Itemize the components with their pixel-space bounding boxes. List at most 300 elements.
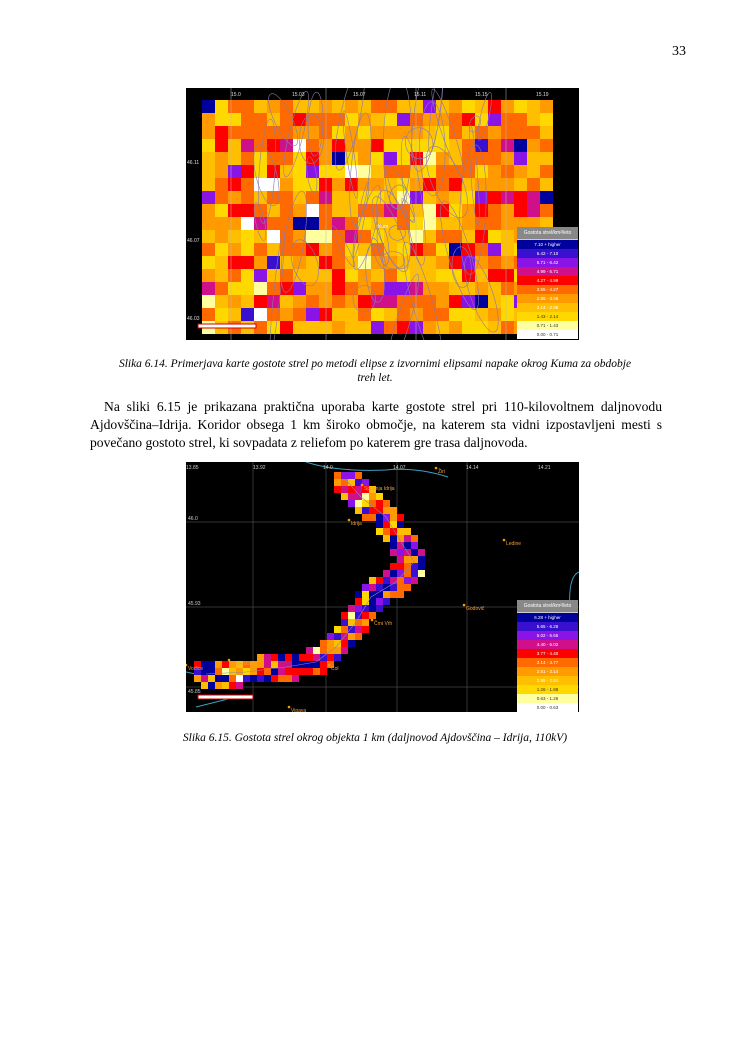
figure-caption: Slika 6.15. Gostota strel okrog objekta 1 km (daljnovod Ajdovščina – Idrija, 110kV) bbox=[182, 732, 568, 744]
density-cell bbox=[348, 479, 355, 486]
place-marker bbox=[435, 467, 438, 470]
density-cell bbox=[319, 126, 332, 139]
density-cell bbox=[527, 113, 540, 126]
density-cell bbox=[345, 282, 358, 295]
density-cell bbox=[501, 269, 514, 282]
density-cell bbox=[319, 204, 332, 217]
density-cell bbox=[488, 191, 501, 204]
density-cell bbox=[501, 256, 514, 269]
density-cell bbox=[228, 217, 241, 230]
density-cell bbox=[320, 647, 327, 654]
lon-tick-label: 14.14 bbox=[466, 465, 479, 471]
density-cell bbox=[436, 100, 449, 113]
density-cell bbox=[355, 472, 362, 479]
density-cell bbox=[228, 282, 241, 295]
density-cell bbox=[202, 113, 215, 126]
density-cell bbox=[208, 675, 215, 682]
density-cell bbox=[397, 165, 410, 178]
density-cell bbox=[345, 204, 358, 217]
density-cell bbox=[449, 295, 462, 308]
density-cell bbox=[254, 204, 267, 217]
density-cell bbox=[397, 100, 410, 113]
legend-entry: 1.88 - 2.51 bbox=[517, 676, 578, 685]
density-cell bbox=[319, 230, 332, 243]
density-cell bbox=[202, 282, 215, 295]
density-cell bbox=[436, 256, 449, 269]
place-label: Godovič bbox=[466, 606, 485, 612]
density-cell bbox=[371, 100, 384, 113]
density-cell bbox=[527, 126, 540, 139]
density-cell bbox=[488, 256, 501, 269]
density-cell bbox=[293, 165, 306, 178]
density-cell bbox=[358, 243, 371, 256]
density-cell bbox=[383, 570, 390, 577]
density-cell bbox=[202, 256, 215, 269]
density-cell bbox=[319, 295, 332, 308]
density-cell bbox=[397, 514, 404, 521]
density-cell bbox=[319, 308, 332, 321]
density-cell bbox=[254, 100, 267, 113]
legend-entry: 4.99 - 5.71 bbox=[517, 267, 578, 276]
density-cell bbox=[215, 191, 228, 204]
density-cell bbox=[423, 308, 436, 321]
density-cell bbox=[397, 152, 410, 165]
lon-tick-label: 13.85 bbox=[186, 465, 199, 471]
density-cell bbox=[215, 661, 222, 668]
place-marker bbox=[288, 706, 291, 709]
density-cell bbox=[371, 152, 384, 165]
density-cell bbox=[271, 654, 278, 661]
density-cell bbox=[384, 139, 397, 152]
density-cell bbox=[355, 507, 362, 514]
density-cell bbox=[436, 165, 449, 178]
density-cell bbox=[540, 152, 553, 165]
density-cell bbox=[241, 282, 254, 295]
lon-tick-label: 15.07 bbox=[353, 92, 366, 98]
density-cell bbox=[501, 100, 514, 113]
place-label: Vodice bbox=[188, 666, 204, 672]
density-cell bbox=[341, 640, 348, 647]
density-cell bbox=[208, 661, 215, 668]
density-cell bbox=[376, 521, 383, 528]
density-cell bbox=[202, 191, 215, 204]
density-cell bbox=[404, 570, 411, 577]
density-cell bbox=[540, 139, 553, 152]
density-cell bbox=[397, 584, 404, 591]
density-cell bbox=[449, 308, 462, 321]
density-cell bbox=[267, 230, 280, 243]
density-cell bbox=[254, 256, 267, 269]
density-cell bbox=[306, 321, 319, 334]
density-cell bbox=[293, 100, 306, 113]
density-cell bbox=[384, 256, 397, 269]
density-cell bbox=[299, 654, 306, 661]
density-cell bbox=[201, 682, 208, 689]
density-cell bbox=[267, 217, 280, 230]
density-cell bbox=[355, 500, 362, 507]
density-cell bbox=[280, 295, 293, 308]
density-cell bbox=[271, 675, 278, 682]
density-cell bbox=[215, 295, 228, 308]
density-cell bbox=[306, 647, 313, 654]
density-cell bbox=[236, 675, 243, 682]
density-cell bbox=[514, 204, 527, 217]
density-cell bbox=[514, 139, 527, 152]
density-cell bbox=[332, 204, 345, 217]
density-cell bbox=[222, 682, 229, 689]
lat-tick-label: 46.11 bbox=[187, 160, 200, 166]
density-cell bbox=[423, 204, 436, 217]
lat-tick-label: 46.03 bbox=[187, 316, 200, 322]
density-cell bbox=[319, 243, 332, 256]
legend-entry: 7.10 + higher bbox=[517, 240, 578, 249]
density-cell bbox=[362, 626, 369, 633]
density-cell bbox=[348, 486, 355, 493]
density-cell bbox=[488, 152, 501, 165]
figure-caption: Slika 6.14. Primerjava karte gostote strel po metodi elipse z izvornimi elipsami napake okrog Kuma za obdobje treh let. bbox=[118, 358, 632, 384]
density-cell bbox=[306, 191, 319, 204]
density-cell bbox=[215, 100, 228, 113]
map-legend bbox=[517, 600, 578, 712]
density-cell bbox=[306, 230, 319, 243]
density-cell bbox=[319, 191, 332, 204]
density-cell bbox=[254, 282, 267, 295]
density-cell bbox=[202, 152, 215, 165]
density-cell bbox=[410, 178, 423, 191]
density-cell bbox=[540, 191, 553, 204]
density-cell bbox=[514, 100, 527, 113]
density-cell bbox=[228, 126, 241, 139]
density-cell bbox=[332, 217, 345, 230]
density-cell bbox=[327, 640, 334, 647]
density-cell bbox=[215, 668, 222, 675]
density-cell bbox=[410, 282, 423, 295]
density-cell bbox=[355, 619, 362, 626]
density-cell bbox=[397, 269, 410, 282]
density-cell bbox=[334, 633, 341, 640]
density-cell bbox=[215, 204, 228, 217]
density-cell bbox=[376, 584, 383, 591]
density-cell bbox=[362, 619, 369, 626]
density-cell bbox=[449, 269, 462, 282]
legend-entry: 2.51 - 3.14 bbox=[517, 667, 578, 676]
density-cell bbox=[436, 243, 449, 256]
density-cell bbox=[334, 472, 341, 479]
lon-tick-label: 15.11 bbox=[414, 92, 427, 98]
density-cell bbox=[514, 178, 527, 191]
density-cell bbox=[202, 126, 215, 139]
lat-tick-label: 46.07 bbox=[187, 238, 200, 244]
legend-entry: 1.43 - 2.14 bbox=[517, 312, 578, 321]
density-cell bbox=[488, 113, 501, 126]
density-cell bbox=[202, 230, 215, 243]
density-cell bbox=[254, 308, 267, 321]
density-cell bbox=[202, 269, 215, 282]
place-marker bbox=[463, 604, 466, 607]
density-cell bbox=[341, 612, 348, 619]
density-cell bbox=[348, 626, 355, 633]
density-cell bbox=[306, 217, 319, 230]
density-cell bbox=[383, 535, 390, 542]
density-cell bbox=[362, 507, 369, 514]
density-cell bbox=[241, 295, 254, 308]
density-cell bbox=[241, 269, 254, 282]
density-cell bbox=[202, 165, 215, 178]
density-cell bbox=[348, 633, 355, 640]
density-cell bbox=[371, 113, 384, 126]
density-cell bbox=[462, 139, 475, 152]
place-marker bbox=[228, 659, 231, 662]
density-cell bbox=[355, 626, 362, 633]
density-cell bbox=[390, 535, 397, 542]
density-cell bbox=[320, 668, 327, 675]
density-cell bbox=[313, 668, 320, 675]
density-cell bbox=[241, 139, 254, 152]
density-cell bbox=[306, 654, 313, 661]
density-cell bbox=[488, 295, 501, 308]
density-cell bbox=[228, 113, 241, 126]
density-cell bbox=[384, 282, 397, 295]
lightning-density-map-powerline bbox=[186, 462, 579, 712]
legend-entry: 0.00 - 0.63 bbox=[517, 703, 578, 712]
density-cell bbox=[341, 479, 348, 486]
density-cell bbox=[215, 217, 228, 230]
density-cell bbox=[514, 113, 527, 126]
density-cell bbox=[501, 243, 514, 256]
density-cell bbox=[383, 591, 390, 598]
density-cell bbox=[384, 165, 397, 178]
place-marker bbox=[348, 519, 351, 522]
density-cell bbox=[306, 139, 319, 152]
density-cell bbox=[358, 100, 371, 113]
density-cell bbox=[280, 113, 293, 126]
density-cell bbox=[371, 321, 384, 334]
density-cell bbox=[222, 675, 229, 682]
legend-entry: 4.27 - 4.99 bbox=[517, 276, 578, 285]
density-cell bbox=[228, 178, 241, 191]
density-cell bbox=[384, 295, 397, 308]
density-cell bbox=[488, 165, 501, 178]
density-cell bbox=[501, 230, 514, 243]
place-marker bbox=[361, 484, 364, 487]
density-cell bbox=[215, 308, 228, 321]
lon-tick-label: 15.0 bbox=[231, 92, 241, 98]
density-cell bbox=[436, 204, 449, 217]
density-cell bbox=[355, 633, 362, 640]
density-cell bbox=[292, 661, 299, 668]
density-cell bbox=[345, 230, 358, 243]
place-label: Črni Vrh bbox=[374, 621, 393, 627]
density-cell bbox=[383, 598, 390, 605]
density-cell bbox=[293, 243, 306, 256]
density-cell bbox=[376, 507, 383, 514]
density-cell bbox=[411, 577, 418, 584]
density-cell bbox=[358, 308, 371, 321]
density-cell bbox=[488, 139, 501, 152]
density-cell bbox=[527, 139, 540, 152]
density-cell bbox=[293, 256, 306, 269]
density-cell bbox=[306, 295, 319, 308]
density-cell bbox=[355, 598, 362, 605]
density-cell bbox=[299, 668, 306, 675]
density-cell bbox=[462, 269, 475, 282]
density-cell bbox=[449, 321, 462, 334]
density-cell bbox=[271, 668, 278, 675]
place-label: Ajdovščina bbox=[231, 661, 256, 667]
legend-entry: 2.85 - 3.55 bbox=[517, 294, 578, 303]
density-cell bbox=[436, 308, 449, 321]
density-cell bbox=[410, 243, 423, 256]
density-cell bbox=[264, 661, 271, 668]
density-cell bbox=[404, 535, 411, 542]
density-cell bbox=[341, 486, 348, 493]
scale-bar bbox=[198, 324, 256, 328]
density-cell bbox=[280, 191, 293, 204]
density-cell bbox=[404, 556, 411, 563]
density-cell bbox=[222, 661, 229, 668]
density-cell bbox=[306, 308, 319, 321]
density-cell bbox=[369, 493, 376, 500]
density-cell bbox=[462, 100, 475, 113]
density-cell bbox=[257, 668, 264, 675]
density-cell bbox=[384, 113, 397, 126]
density-cell bbox=[475, 282, 488, 295]
density-cell bbox=[332, 308, 345, 321]
density-cell bbox=[390, 563, 397, 570]
density-cell bbox=[319, 256, 332, 269]
density-cell bbox=[475, 113, 488, 126]
density-cell bbox=[202, 295, 215, 308]
density-cell bbox=[397, 528, 404, 535]
density-cell bbox=[293, 321, 306, 334]
density-cell bbox=[215, 165, 228, 178]
density-cell bbox=[215, 675, 222, 682]
density-cell bbox=[488, 269, 501, 282]
density-cell bbox=[488, 230, 501, 243]
density-cell bbox=[527, 178, 540, 191]
density-cell bbox=[355, 591, 362, 598]
density-cell bbox=[228, 269, 241, 282]
density-cell bbox=[423, 139, 436, 152]
density-cell bbox=[280, 308, 293, 321]
density-cell bbox=[376, 577, 383, 584]
density-cell bbox=[397, 563, 404, 570]
density-cell bbox=[202, 139, 215, 152]
density-cell bbox=[501, 295, 514, 308]
density-cell bbox=[488, 217, 501, 230]
density-cell bbox=[267, 269, 280, 282]
density-cell bbox=[228, 243, 241, 256]
density-cell bbox=[488, 243, 501, 256]
density-cell bbox=[334, 626, 341, 633]
density-cell bbox=[241, 217, 254, 230]
density-cell bbox=[332, 191, 345, 204]
density-cell bbox=[423, 321, 436, 334]
density-cell bbox=[371, 178, 384, 191]
density-cell bbox=[345, 113, 358, 126]
lon-tick-label: 14.07 bbox=[393, 465, 406, 471]
density-cell bbox=[527, 152, 540, 165]
density-cell bbox=[397, 521, 404, 528]
density-cell bbox=[390, 591, 397, 598]
density-cell bbox=[229, 682, 236, 689]
density-cell bbox=[383, 577, 390, 584]
density-cell bbox=[341, 472, 348, 479]
density-cell bbox=[215, 178, 228, 191]
legend-entry: 6.28 + higher bbox=[517, 613, 578, 622]
density-cell bbox=[411, 549, 418, 556]
density-cell bbox=[320, 654, 327, 661]
density-cell bbox=[501, 308, 514, 321]
density-cell bbox=[397, 577, 404, 584]
density-cell bbox=[215, 682, 222, 689]
density-cell bbox=[501, 191, 514, 204]
density-cell bbox=[345, 308, 358, 321]
density-cell bbox=[319, 100, 332, 113]
density-cell bbox=[376, 605, 383, 612]
lon-tick-label: 13.92 bbox=[253, 465, 266, 471]
density-cell bbox=[201, 675, 208, 682]
density-cell bbox=[306, 204, 319, 217]
density-cell bbox=[384, 126, 397, 139]
density-cell bbox=[341, 493, 348, 500]
density-cell bbox=[241, 152, 254, 165]
density-cell bbox=[345, 295, 358, 308]
map-legend bbox=[517, 227, 578, 339]
density-cell bbox=[390, 549, 397, 556]
place-marker bbox=[371, 619, 374, 622]
density-cell bbox=[384, 308, 397, 321]
density-cell bbox=[390, 542, 397, 549]
density-cell bbox=[293, 308, 306, 321]
place-label: Col bbox=[331, 666, 339, 672]
density-cell bbox=[348, 605, 355, 612]
density-cell bbox=[501, 217, 514, 230]
density-cell bbox=[250, 675, 257, 682]
density-cell bbox=[418, 570, 425, 577]
density-cell bbox=[501, 282, 514, 295]
density-cell bbox=[215, 269, 228, 282]
density-cell bbox=[267, 191, 280, 204]
legend-entry: 6.42 - 7.10 bbox=[517, 249, 578, 258]
density-cell bbox=[449, 282, 462, 295]
legend-entry: 3.14 - 3.77 bbox=[517, 658, 578, 667]
density-cell bbox=[334, 654, 341, 661]
density-cell bbox=[362, 598, 369, 605]
density-cell bbox=[320, 640, 327, 647]
density-cell bbox=[376, 493, 383, 500]
lon-tick-label: 15.15 bbox=[475, 92, 488, 98]
density-cell bbox=[345, 321, 358, 334]
density-cell bbox=[390, 577, 397, 584]
density-cell bbox=[236, 682, 243, 689]
density-cell bbox=[293, 295, 306, 308]
density-cell bbox=[292, 654, 299, 661]
density-cell bbox=[334, 640, 341, 647]
density-cell bbox=[358, 269, 371, 282]
density-cell bbox=[254, 191, 267, 204]
density-cell bbox=[229, 668, 236, 675]
density-cell bbox=[475, 230, 488, 243]
lon-tick-label: 15.19 bbox=[536, 92, 549, 98]
density-cell bbox=[376, 598, 383, 605]
density-cell bbox=[332, 269, 345, 282]
density-cell bbox=[462, 308, 475, 321]
density-cell bbox=[462, 282, 475, 295]
density-cell bbox=[462, 321, 475, 334]
density-cell bbox=[540, 113, 553, 126]
density-cell bbox=[376, 500, 383, 507]
